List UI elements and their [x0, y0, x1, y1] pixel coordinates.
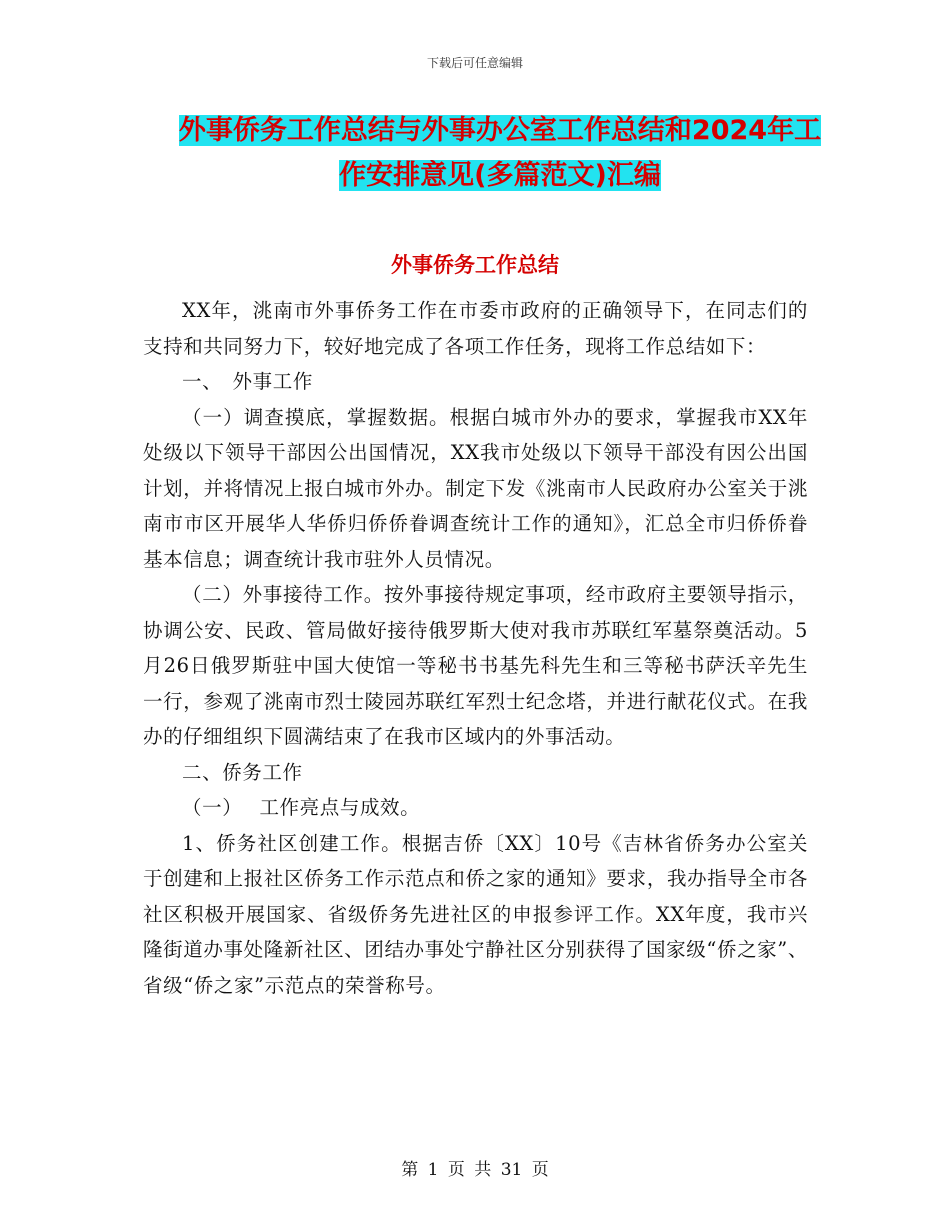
document-title	[120, 108, 880, 198]
header-note: 下载后可任意编辑	[426, 56, 523, 70]
title-line-1: 外事侨务工作总结与外事办公室工作总结和2024年工	[178, 115, 822, 146]
page-footer: 第 1 页 共 31 页	[401, 1160, 549, 1180]
section-title: 外事侨务工作总结	[391, 253, 559, 277]
subheading-highlights: （一） 工作亮点与成效。	[182, 796, 421, 819]
paragraph-reception: （二）外事接待工作。按外事接待规定事项，经市政府主要领导指示，协调公安、民政、管局做好接待俄罗斯大使对我市苏联红军墓祭奠活动。5月26日俄罗斯驻中国大使馆一等秘书书基先科先生和三等秘书萨沃辛先生一行，参观了洮南市烈士陵园苏联红军烈士纪念塔，并进行献花仪式。在我办的仔细组织下圆满结束了在我市区域内的外事活动。	[143, 583, 808, 748]
paragraph-survey: （一）调查摸底，掌握数据。根据白城市外办的要求，掌握我市XX年处级以下领导干部因公出国情况，XX我市处级以下领导干部没有因公出国计划，并将情况上报白城市外办。制定下发《洮南市人民政府办公室关于洮南市市区开展华人华侨归侨侨眷调查统计工作的通知》，汇总全市归侨侨眷基本信息；调查统计我市驻外人员情况。	[143, 405, 808, 571]
document-body	[143, 293, 808, 1003]
heading-overseas-chinese: 二、侨务工作	[182, 760, 303, 784]
paragraph-intro: XX年，洮南市外事侨务工作在市委市政府的正确领导下，在同志们的支持和共同努力下，较好地完成了各项工作任务，现将工作总结如下：	[143, 299, 808, 358]
title-line-2: 作安排意见(多篇范文)汇编	[339, 160, 661, 191]
paragraph-community: 1、侨务社区创建工作。根据吉侨〔XX〕10号《吉林省侨务办公室关于创建和上报社区侨务工作示范点和侨之家的通知》要求，我办指导全市各社区积极开展国家、省级侨务先进社区的申报参评工作。XX年度，我市兴隆街道办事处隆新社区、团结办事处宁静社区分别获得了国家级“侨之家”、省级“侨之家”示范点的荣誉称号。	[143, 831, 808, 997]
heading-foreign-affairs: 一、 外事工作	[182, 370, 313, 393]
